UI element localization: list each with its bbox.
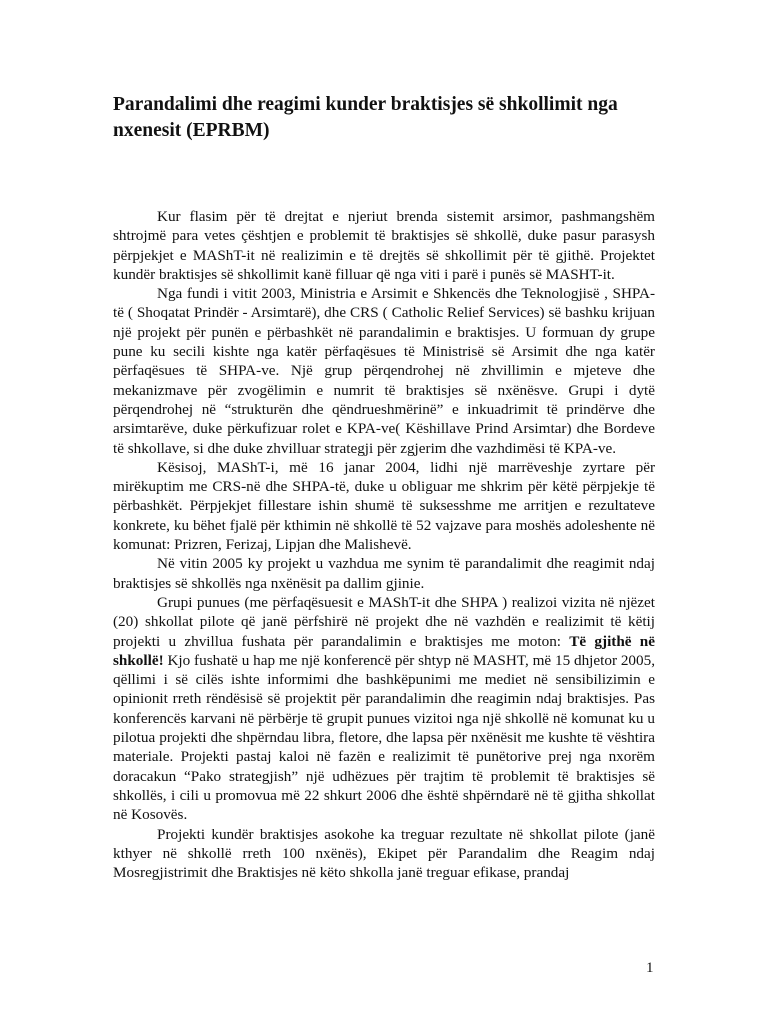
page-number: 1 <box>646 960 654 976</box>
paragraph-5-start: Grupi punues (me përfaqësuesit e MAShT-it dhe SHPA ) realizoi vizita në njëzet (20) shkollat pilote që janë përfshirë në projekt dhe në vazhdën e realizimit të këtij projekti u zhvillua fushata për parandalimin e braktisjes me moton: <box>113 593 655 650</box>
paragraph-5-end: Kjo fushatë u hap me një konferencë për shtyp në MASHT, më 15 dhjetor 2005, qëllimi i së cilës ishte informimi dhe bashkëpunimi me mediet në sensibilizimin e opinionit rreth rëndësisë së projektit për parandalimin dhe reagimin ndaj braktisjes. Pas konferencës karvani në përbërje të grupit punues vizitoi nga një shkollë në komunat ku u pilotua projekti dhe shpërndau libra, fletore, dhe lapsa për nxënësit me kushte të vështira materiale. Projekti pastaj kaloi në fazën e realizimit të punëtorive prej nga nxorëm doracakun “Pako strategjish” një udhëzues për trajtim të problemit të braktisjes së shkollës, i cili u promovua më 22 shkurt 2006 dhe është shpërndarë në të gjitha shkollat në Kosovës. <box>113 651 655 824</box>
document-title: Parandalimi dhe reagimi kunder braktisjes së shkollimit nga nxenesit (EPRBM) <box>113 94 618 141</box>
document-body <box>113 207 655 882</box>
paragraph-1: Kur flasim për të drejtat e njeriut brenda sistemit arsimor, pashmangshëm shtrojmë para vetes çështjen e problemit të braktisjes së shkollë, duke pasur parasysh përpjekjet e MAShT-it në realizimin e të drejtës së shkollimit për të gjithë. Projektet kundër braktisjes së shkollimit kanë filluar që nga viti i parë i punës së MASHT-it. <box>113 208 655 283</box>
paragraph-6: Projekti kundër braktisjes asokohe ka treguar rezultate në shkollat pilote (janë kthyer në shkollë rreth 100 nxënës), Ekipet për Parandalim dhe Reagim ndaj Mosregjistrimit dhe Braktisjes në këto shkolla janë treguar efikase, prandaj <box>113 825 655 882</box>
paragraph-5 <box>113 593 655 825</box>
campaign-motto: Të gjithë në shkollë! <box>113 632 655 669</box>
paragraph-2: Nga fundi i vitit 2003, Ministria e Arsimit e Shkencës dhe Teknologjisë , SHPA-të ( Shoqatat Prindër - Arsimtarë), dhe CRS ( Catholic Relief Services) së bashku krijuan një projekt për punën e përbashkët në parandalimin e braktisjes. U formuan dy grupe pune ku secili kishte nga katër përfaqësues të Ministrisë së Arsimit dhe nga katër përfaqësues të SHPA-ve. Një grup përqendrohej në zhvillimin e mjeteve dhe mekanizmave për zvogëlimin e numrit të braktisjes së nxënësve. Grupi i dytë përqendrohej në “strukturën dhe qëndrueshmërinë” e inkuadrimit të prindërve dhe arsimtarëve, duke përkufizuar rolet e KPA-ve( Këshillave Prind Arsimtar) dhe Bordeve të shkollave, si dhe duke zhvilluar strategji për zgjerim dhe vazhdimësi të KPA-ve. <box>113 285 655 457</box>
paragraph-4: Në vitin 2005 ky projekt u vazhdua me synim të parandalimit dhe reagimit ndaj braktisjes së shkollës nga nxënësit pa dallim gjinie. <box>113 555 655 592</box>
paragraph-3: Kësisoj, MAShT-i, më 16 janar 2004, lidhi një marrëveshje zyrtare për mirëkuptim me CRS-në dhe SHPA-të, duke u obliguar me shkrim për këtë përpjekje të përbashkët. Përpjekjet fillestare ishin shumë të suksesshme me arritjen e rezultateve konkrete, ku bëhet fjalë për kthimin në shkollë të 52 vajzave para moshës adoleshente në komunat: Prizren, Ferizaj, Lipjan dhe Malishevë. <box>113 458 655 554</box>
